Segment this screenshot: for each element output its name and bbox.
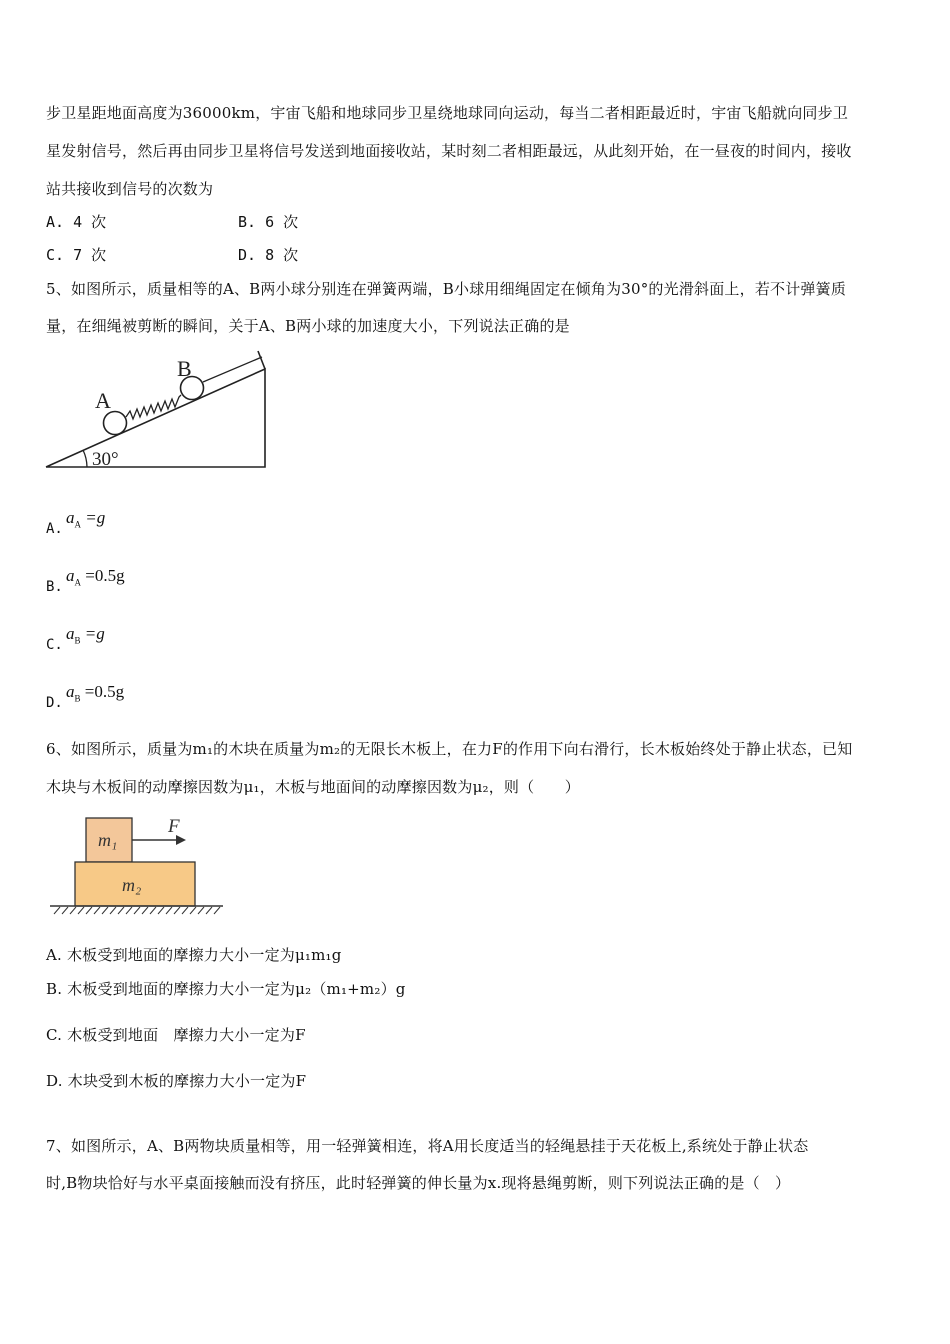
q4-option-a: A. 4 次 xyxy=(46,213,107,231)
q5-incline-figure xyxy=(40,345,275,475)
q6-option-c: C. 木板受到地面 摩擦力大小一定为F xyxy=(46,1026,306,1044)
label-b: B xyxy=(177,356,192,381)
angle-label: 30° xyxy=(92,449,119,470)
spring xyxy=(126,395,181,419)
q4-option-d: D. 8 次 xyxy=(238,246,299,264)
incline-top-wall xyxy=(258,351,265,369)
q6-option-b: B. 木板受到地面的摩擦力大小一定为μ₂（m₁+m₂）g xyxy=(46,980,406,998)
force-label: F xyxy=(168,816,180,837)
q6-option-d: D. 木块受到木板的摩擦力大小一定为F xyxy=(46,1072,307,1090)
q4-option-b: B. 6 次 xyxy=(238,213,299,231)
ground-hatching xyxy=(54,907,220,914)
incline-slope xyxy=(46,369,265,467)
q4-text-line-2: 星发射信号，然后再由同步卫星将信号发送到地面接收站，某时刻二者相距最远，从此刻开始，在一昼夜的时间内，接收 xyxy=(46,142,852,160)
ball-a xyxy=(104,412,127,435)
rope xyxy=(203,357,262,382)
angle-arc xyxy=(83,450,87,467)
q7-text-line-1: 7、如图所示，A、B两物块质量相等，用一轻弹簧相连，将A用长度适当的轻绳悬挂于天花板上,系统处于静止状态 xyxy=(46,1137,809,1155)
label-a: A xyxy=(95,388,111,413)
q4-text-line-3: 站共接收到信号的次数为 xyxy=(46,180,214,198)
q6-text-line-2: 木块与木板间的动摩擦因数为μ₁，木板与地面间的动摩擦因数为μ₂，则（ ） xyxy=(46,778,580,796)
q7-text-line-2: 时,B物块恰好与水平桌面接触而没有挤压，此时轻弹簧的伸长量为x.现将悬绳剪断，则下列说法正确的是（ ） xyxy=(46,1174,791,1192)
q6-block-figure xyxy=(48,812,228,920)
q6-text-line-1: 6、如图所示，质量为m₁的木块在质量为m₂的无限长木板上，在力F的作用下向右滑行，长木板始终处于静止状态，已知 xyxy=(46,740,853,758)
q4-option-c: C. 7 次 xyxy=(46,246,107,264)
m2-label: m₂ xyxy=(122,875,142,895)
m1-label: m₁ xyxy=(98,830,118,850)
q6-option-a: A. 木板受到地面的摩擦力大小一定为μ₁m₁g xyxy=(46,946,342,964)
q5-text-line-2: 量，在细绳被剪断的瞬间，关于A、B两小球的加速度大小，下列说法正确的是 xyxy=(46,317,570,335)
q4-text-line-1: 步卫星距地面高度为36000km，宇宙飞船和地球同步卫星绕地球同向运动，每当二者相距最近时，宇宙飞船就向同步卫 xyxy=(46,104,849,122)
q5-text-line-1: 5、如图所示，质量相等的A、B两小球分别连在弹簧两端，B小球用细绳固定在倾角为30°的光滑斜面上，若不计弹簧质 xyxy=(46,280,847,298)
